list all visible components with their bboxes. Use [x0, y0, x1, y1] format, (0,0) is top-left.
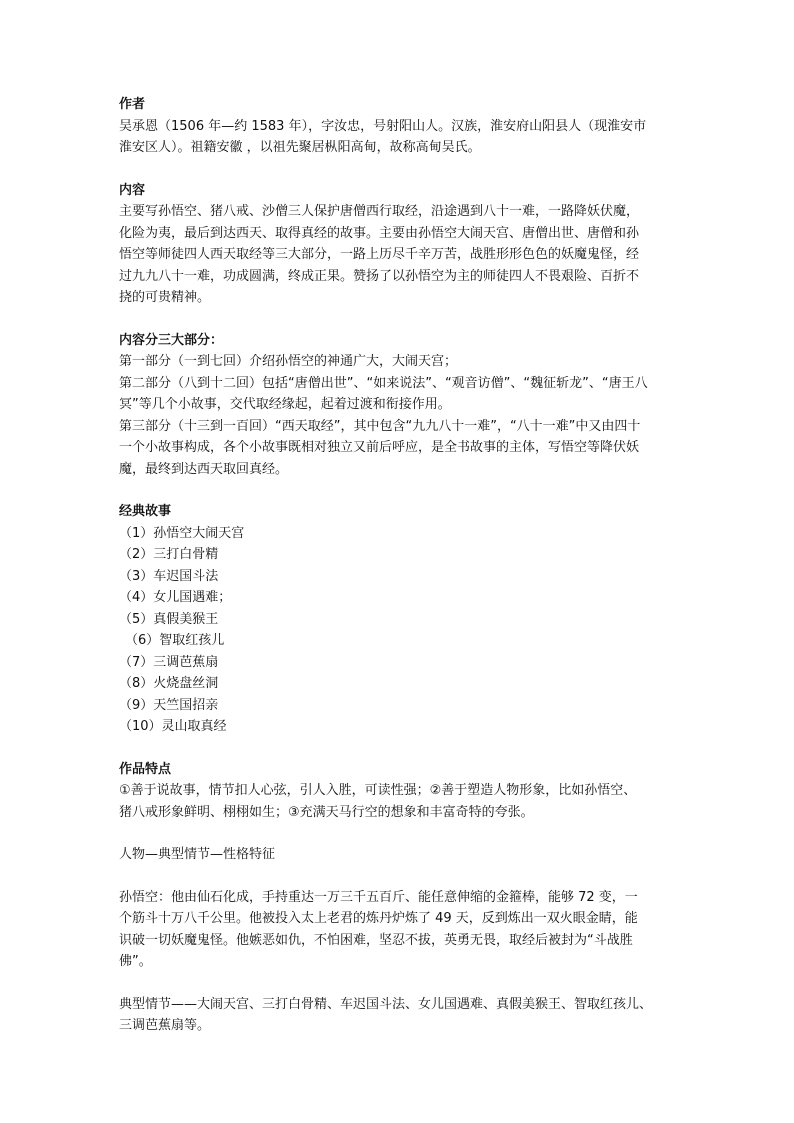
parts-line: 一个小故事构成，各个小故事既相对独立又前后呼应，是全书故事的主体，写悟空等降伏妖: [119, 440, 640, 455]
list-item: [119, 544, 685, 566]
character-title: 人物—典型情节—性格特征: [119, 847, 276, 862]
spacer: [119, 823, 685, 844]
list-item-number: （2）: [119, 547, 154, 562]
stories-heading: 经典故事: [119, 504, 172, 519]
list-item-number: （3）: [119, 568, 154, 584]
wukong-line: 识破一切妖魔鬼怪。他嫉恶如仇，不怕困难，坚忍不拔，英勇无畏，取经后被封为“斗战胜: [119, 932, 633, 948]
parts-heading: 内容分三大部分：: [119, 332, 224, 348]
parts-line: 第一部分（一到七回）介绍孙悟空的神通广大，大闹天宫；: [119, 354, 458, 369]
wukong-paragraph: [119, 887, 685, 973]
parts-line: 魔，最终到达西天取回真经。: [119, 461, 289, 477]
list-item-text: 火烧盘丝洞: [153, 676, 219, 691]
list-item-text: 孙悟空大闹天宫: [153, 525, 245, 541]
wukong-line: 佛”。: [119, 954, 152, 969]
list-item-number: （7）: [119, 654, 154, 670]
spacer: [119, 738, 685, 759]
list-item-text: 三打白骨精: [153, 547, 219, 562]
features-section: [119, 759, 685, 824]
list-item: [119, 523, 685, 545]
list-item-text: 车迟国斗法: [153, 568, 219, 584]
list-item-number: （4）: [119, 590, 154, 605]
list-item-text: 灵山取真经: [161, 719, 227, 734]
spacer: [119, 309, 685, 330]
content-line: 挠的可贵精神。: [119, 290, 211, 305]
author-heading: 作者: [119, 97, 146, 112]
author-line: 淮安区人）。祖籍安徽 ，以祖先聚居枞阳高甸，故称高甸吴氏。: [119, 140, 481, 155]
author-line: 吴承恩（1506 年—约 1583 年），字汝忠，号射阳山人。汉族，淮安府山阳县人（现淮安市: [119, 118, 647, 134]
list-item-number: （1）: [119, 525, 154, 541]
list-item-text: 智取红孩儿: [159, 633, 225, 648]
list-item-text: 天竺国招亲: [153, 697, 219, 713]
list-item-number: （10）: [119, 719, 162, 734]
parts-line: 第三部分（十三到一百回）“西天取经”，其中包含“九九八十一难”，“八十一难”中又由四十: [119, 418, 641, 434]
document-page: [119, 94, 685, 1037]
list-item-text: 女儿国遇难；: [153, 590, 232, 605]
spacer: [119, 973, 685, 994]
list-item: [119, 652, 685, 674]
plots-line: 三调芭蕉扇等。: [119, 1018, 211, 1033]
list-item-number: （9）: [119, 697, 154, 713]
list-item: [119, 566, 685, 588]
parts-section: [119, 330, 685, 481]
content-line: 过九九八十一难，功成圆满，终成正果。赞扬了以孙悟空为主的师徒四人不畏艰险、百折不: [119, 268, 640, 284]
plots-line: 典型情节——大闹天宫、三打白骨精、车迟国斗法、女儿国遇难、真假美猴王、智取红孩儿、: [119, 996, 653, 1012]
list-item-text: 三调芭蕉扇: [153, 654, 219, 670]
author-section: [119, 94, 685, 159]
features-line: 猪八戒形象鲜明、栩栩如生；③充满天马行空的想象和丰富奇特的夸张。: [119, 804, 534, 820]
parts-line: 第二部分（八到十二回）包括“唐僧出世”、“如来说法”、“观音访僧”、“魏征斩龙”、“唐王八: [119, 375, 648, 391]
list-item-number: （6）: [125, 633, 160, 648]
list-item: [119, 630, 685, 652]
content-line: 化险为夷，最后到达西天、取得真经的故事。主要由孙悟空大闹天宫、唐僧出世、唐僧和孙: [119, 225, 640, 241]
list-item: [119, 695, 685, 717]
list-item: [119, 587, 685, 609]
content-line: 主要写孙悟空、猪八戒、沙僧三人保护唐僧西行取经，沿途遇到八十一难，一路降妖伏魔，: [119, 204, 640, 219]
features-line: ①善于说故事，情节扣人心弦，引人入胜，可读性强；②善于塑造人物形象，比如孙悟空、: [119, 783, 637, 798]
content-section: [119, 180, 685, 309]
features-heading: 作品特点: [119, 761, 172, 777]
list-item-text: 真假美猴王: [153, 611, 219, 627]
stories-section: [119, 501, 685, 738]
plots-paragraph: [119, 994, 685, 1037]
wukong-line: 个筋斗十万八千公里。他被投入太上老君的炼丹炉炼了 49 天，反到炼出一双火眼金睛，能: [119, 911, 638, 926]
spacer: [119, 866, 685, 887]
list-item: [119, 716, 685, 738]
content-heading: 内容: [119, 182, 146, 198]
content-line: 悟空等师徒四人西天取经等三大部分，一路上历尽千辛万苦，战胜形形色色的妖魔鬼怪，经: [119, 247, 640, 262]
spacer: [119, 480, 685, 501]
list-item-number: （5）: [119, 611, 154, 627]
spacer: [119, 159, 685, 180]
list-item: [119, 609, 685, 631]
list-item: [119, 673, 685, 695]
wukong-line: 孙悟空：他由仙石化成，手持重达一万三千五百斤、能任意伸缩的金箍棒，能够 72 变，一: [119, 889, 638, 905]
list-item-number: （8）: [119, 676, 154, 691]
parts-line: 冥”等几个小故事，交代取经缘起，起着过渡和衔接作用。: [119, 397, 451, 412]
